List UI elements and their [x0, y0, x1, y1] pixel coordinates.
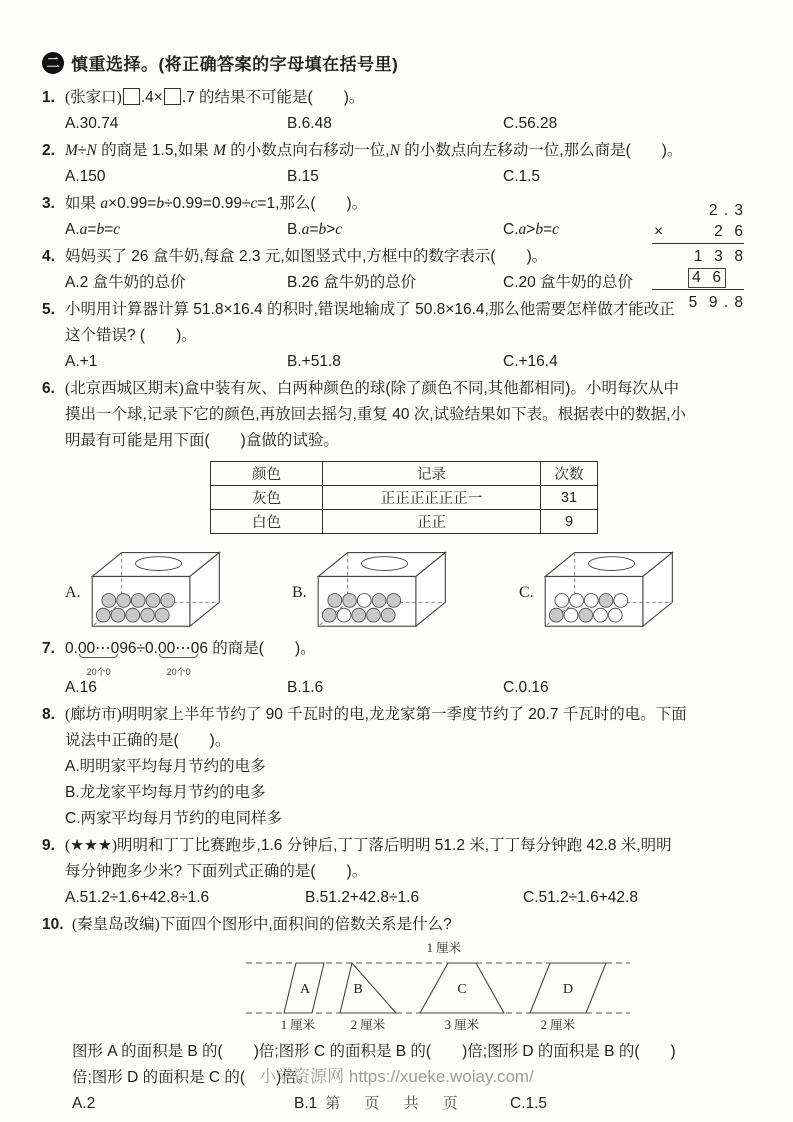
stem-text: ÷0.99=0.99÷ [164, 195, 251, 212]
zeros-text: 00⋯0 [77, 640, 120, 657]
question-number: 3. [42, 195, 55, 212]
base-measure-label: 3 厘米 [444, 1018, 480, 1032]
ball [555, 594, 569, 608]
stem-text: 0. [65, 640, 78, 657]
ball-box-c-figure [536, 542, 688, 634]
underbrace-label: 20个0 [166, 667, 191, 677]
ball [160, 594, 174, 608]
ball-box-b-figure [309, 542, 461, 634]
ball [328, 594, 342, 608]
underbrace [79, 654, 118, 658]
header-record: 记录 [323, 462, 541, 486]
question-number: 4. [42, 248, 55, 265]
option-label: B. [292, 584, 307, 601]
stem-text: 如果 [65, 195, 101, 212]
question-1 [42, 85, 765, 137]
page-number-line: 第 页 共 页 [325, 1095, 468, 1112]
vmult-multiplier: 2 6 [714, 223, 744, 240]
math-var: a [100, 195, 109, 212]
shapes-figure [232, 940, 642, 1034]
option-a: A.+1 [65, 353, 98, 370]
option-a [65, 217, 287, 243]
option-c: C.1.5 [510, 1095, 548, 1112]
ball [387, 594, 401, 608]
question-number: 8. [42, 706, 55, 723]
question-4-stem: 妈妈买了 26 盒牛奶,每盒 2.3 元,如图竖式中,方框中的数字表示( )。 [65, 248, 548, 265]
stem-text: 下面四个图形中,面积间的倍数关系是什么? [159, 916, 452, 933]
math-var: b [535, 221, 544, 238]
question-8-options [65, 754, 765, 832]
ball [381, 608, 395, 622]
ball [322, 608, 336, 622]
question-2-stem [65, 138, 765, 164]
question-1-stem [65, 85, 765, 111]
option-c: C.+16.4 [503, 353, 558, 370]
source-tag: (廊坊市) [65, 706, 122, 723]
question-6-stem [65, 376, 765, 402]
question-8 [42, 702, 765, 832]
math-var: c [113, 221, 121, 238]
ball [131, 594, 145, 608]
question-6-stem-line3: 明最有可能是用下面( )盒做的试验。 [65, 432, 339, 449]
option-a: A.16 [65, 679, 97, 696]
ball [140, 608, 154, 622]
table-header-row [211, 462, 598, 486]
question-1-options [65, 111, 765, 137]
ball [366, 608, 380, 622]
vmult-partial-2-row [652, 267, 744, 288]
stem-text: 盒中装有灰、白两种颜色的球(除了颜色不同,其他都相同)。小明每次从中 [183, 380, 679, 397]
option-text: > [526, 221, 536, 238]
vmult-boxed-digits: 4 6 [688, 268, 726, 288]
stem-text: 的小数点向左移动一位,那么商是( )。 [399, 142, 683, 159]
ball-box-a-figure [83, 542, 235, 634]
option-a: A.150 [65, 168, 106, 185]
math-var: b [318, 221, 327, 238]
stem-text: 明明和丁丁比赛跑步,1.6 分钟后,丁丁落后明明 51.2 米,丁丁每分钟跑 42.8 米,明明 [117, 837, 672, 854]
box-option-b [292, 542, 519, 634]
source-tag: (张家口) [65, 89, 122, 106]
question-number: 7. [42, 640, 55, 657]
underbrace [159, 654, 198, 658]
blank-box [123, 88, 140, 105]
question-7 [42, 636, 765, 701]
shape-label: A [299, 982, 311, 997]
question-10-text-line2: 倍;图形 D 的面积是 C 的( )倍。 [72, 1069, 313, 1086]
option-label: A. [65, 584, 81, 601]
option-a: A.30.74 [65, 115, 119, 132]
math-var: c [335, 221, 343, 238]
option-label: A. [65, 221, 80, 238]
stem-text: 的商是 1.5,如果 [96, 142, 214, 159]
option-label: B. [287, 221, 302, 238]
difficulty-stars: (★★★) [65, 837, 118, 854]
math-var: M [213, 142, 226, 159]
section-title: 慎重选择。(将正确答案的字母填在括号里) [71, 55, 399, 74]
option-a: A.51.2÷1.6+42.8÷1.6 [65, 889, 210, 906]
option-a: A.2 盒牛奶的总价 [65, 274, 186, 291]
underbrace-label: 20个0 [86, 667, 111, 677]
option-b: B.51.2+42.8÷1.6 [305, 889, 420, 906]
ball [599, 594, 613, 608]
math-var: c [552, 221, 560, 238]
vmult-multiplier-row [652, 221, 744, 242]
base-measure-label: 2 厘米 [350, 1018, 386, 1032]
box-option-a [65, 542, 292, 634]
question-number: 2. [42, 142, 55, 159]
question-5-stem: 小明用计算器计算 51.8×16.4 的积时,错误地输成了 50.8×16.4,那么他需要怎样做才能改正 [65, 301, 675, 318]
question-number: 9. [42, 837, 55, 854]
underbraced-zeros [77, 636, 120, 677]
shape-label: B [353, 982, 363, 997]
ball [337, 608, 351, 622]
vmult-rule [652, 289, 744, 290]
ball [342, 594, 356, 608]
ball [584, 594, 598, 608]
section-header [42, 50, 765, 75]
option-c: C.20 盒牛奶的总价 [503, 274, 634, 291]
option-text: = [87, 221, 97, 238]
ball [357, 594, 371, 608]
underbraced-zeros [158, 636, 200, 677]
option-text: = [309, 221, 319, 238]
question-number: 1. [42, 89, 55, 106]
question-6 [42, 376, 765, 634]
stem-text: ×0.99= [108, 195, 157, 212]
question-5-stem-line2: 这个错误? ( )。 [65, 327, 197, 344]
question-9-stem [65, 833, 765, 859]
ball [155, 608, 169, 622]
source-tag: (秦皇岛改编) [72, 916, 160, 933]
zeros-text: 00⋯0 [158, 640, 200, 657]
times-sign: × [654, 223, 665, 240]
question-number: 10. [42, 916, 64, 933]
question-number: 5. [42, 301, 55, 318]
cell-record: 正正 [323, 510, 541, 534]
ball [372, 594, 386, 608]
option-b: B.1.6 [287, 679, 324, 696]
math-var: a [518, 221, 527, 238]
option-text: = [104, 221, 114, 238]
option-text: > [326, 221, 336, 238]
table-row [211, 486, 598, 510]
math-var: b [156, 195, 165, 212]
stem-text: 96÷0. [119, 640, 158, 657]
stem-text: 6 的商是( )。 [199, 640, 316, 657]
header-count: 次数 [541, 462, 598, 486]
option-b: B.26 盒牛奶的总价 [287, 274, 417, 291]
base-measure-label: 1 厘米 [280, 1018, 316, 1032]
question-10-stem [72, 912, 765, 938]
question-10-text-line1: 图形 A 的面积是 B 的( )倍;图形 C 的面积是 B 的( )倍;图形 D 的面积是 B 的( ) [72, 1043, 676, 1060]
cell-color: 白色 [211, 510, 323, 534]
trial-results-table [210, 461, 598, 534]
ball [569, 594, 583, 608]
ball [125, 608, 139, 622]
math-var: N [86, 142, 97, 159]
question-8-stem-line2: 说法中正确的是( )。 [65, 732, 231, 749]
math-var: b [96, 221, 105, 238]
question-9-options [65, 885, 765, 911]
option-label: C. [503, 221, 519, 238]
stem-text: .4× [140, 89, 163, 106]
shape-label: D [562, 982, 574, 997]
vmult-partial-1: 1 3 8 [693, 248, 744, 265]
option-b [287, 217, 503, 243]
page-footer [0, 1062, 793, 1113]
shape-B [340, 963, 396, 1013]
question-9-stem-line2: 每分钟跑多少米? 下面列式正确的是( )。 [65, 863, 368, 880]
option-a: A.明明家平均每月节约的电多 [65, 758, 266, 775]
option-b: B.1 [294, 1095, 318, 1112]
source-tag: (北京西城区期末) [65, 380, 184, 397]
ball [579, 608, 593, 622]
blank-box [164, 88, 181, 105]
base-measure-label: 2 厘米 [540, 1018, 576, 1032]
option-b: B.15 [287, 168, 319, 185]
stem-text: ÷ [77, 142, 87, 159]
ball [352, 608, 366, 622]
option-b: B.+51.8 [287, 353, 341, 370]
option-a: A.2 [72, 1095, 96, 1112]
option-c: C.两家平均每月节约的电同样多 [65, 810, 283, 827]
cell-count: 9 [541, 510, 598, 534]
top-measure-label: 1 厘米 [426, 941, 462, 955]
ball [116, 594, 130, 608]
table-row [211, 510, 598, 534]
math-var: a [301, 221, 310, 238]
section-number-badge: 二 [42, 52, 64, 74]
question-number: 6. [42, 380, 55, 397]
question-6-stem-line2: 摸出一个球,记录下它的颜色,再放回去摇匀,重复 40 次,试验结果如下表。根据表中的数据,小 [65, 406, 686, 423]
ball [146, 594, 160, 608]
q4-vertical-multiplication [652, 200, 744, 313]
question-2 [42, 138, 765, 190]
stem-text: =1,那么( )。 [257, 195, 368, 212]
cell-color: 灰色 [211, 486, 323, 510]
option-b: B.6.48 [287, 115, 332, 132]
ball [549, 608, 563, 622]
ball [608, 608, 622, 622]
option-c: C.56.28 [503, 115, 558, 132]
ball [111, 608, 125, 622]
question-7-stem [65, 636, 765, 677]
option-b: B.龙龙家平均每月节约的电多 [65, 784, 266, 801]
ball [101, 594, 115, 608]
cell-record: 正正正正正正一 [323, 486, 541, 510]
vmult-product: 5 9 . 8 [688, 294, 744, 311]
option-label: C. [519, 584, 534, 601]
ball [593, 608, 607, 622]
math-var: c [250, 195, 258, 212]
option-c: C.1.5 [503, 168, 541, 185]
vmult-rule [652, 243, 744, 244]
ball [614, 594, 628, 608]
stem-text: 的小数点向右移动一位, [225, 142, 390, 159]
cell-count: 31 [541, 486, 598, 510]
ball [96, 608, 110, 622]
site-watermark: 小学资源网 https://xueke.woiay.com/ [259, 1067, 534, 1086]
box-option-c [519, 542, 746, 634]
option-c: C.51.2÷1.6+42.8 [523, 889, 638, 906]
ball-box-options [65, 542, 765, 634]
shape-label: C [457, 982, 467, 997]
question-10-figure [232, 940, 765, 1039]
header-color: 颜色 [211, 462, 323, 486]
question-9 [42, 833, 765, 911]
vmult-multiplicand: 2 . 3 [708, 202, 744, 219]
stem-text: 明明家上半年节约了 90 千瓦时的电,龙龙家第一季度节约了 20.7 千瓦时的电。下面 [121, 706, 687, 723]
math-var: M [65, 142, 78, 159]
question-2-options [65, 164, 765, 190]
stem-text: .7 的结果不可能是( )。 [181, 89, 365, 106]
math-var: N [389, 142, 400, 159]
option-text: = [543, 221, 553, 238]
question-8-stem [65, 702, 765, 728]
math-var: a [79, 221, 88, 238]
option-c: C.0.16 [503, 679, 549, 696]
question-5-options [65, 349, 765, 375]
ball [564, 608, 578, 622]
